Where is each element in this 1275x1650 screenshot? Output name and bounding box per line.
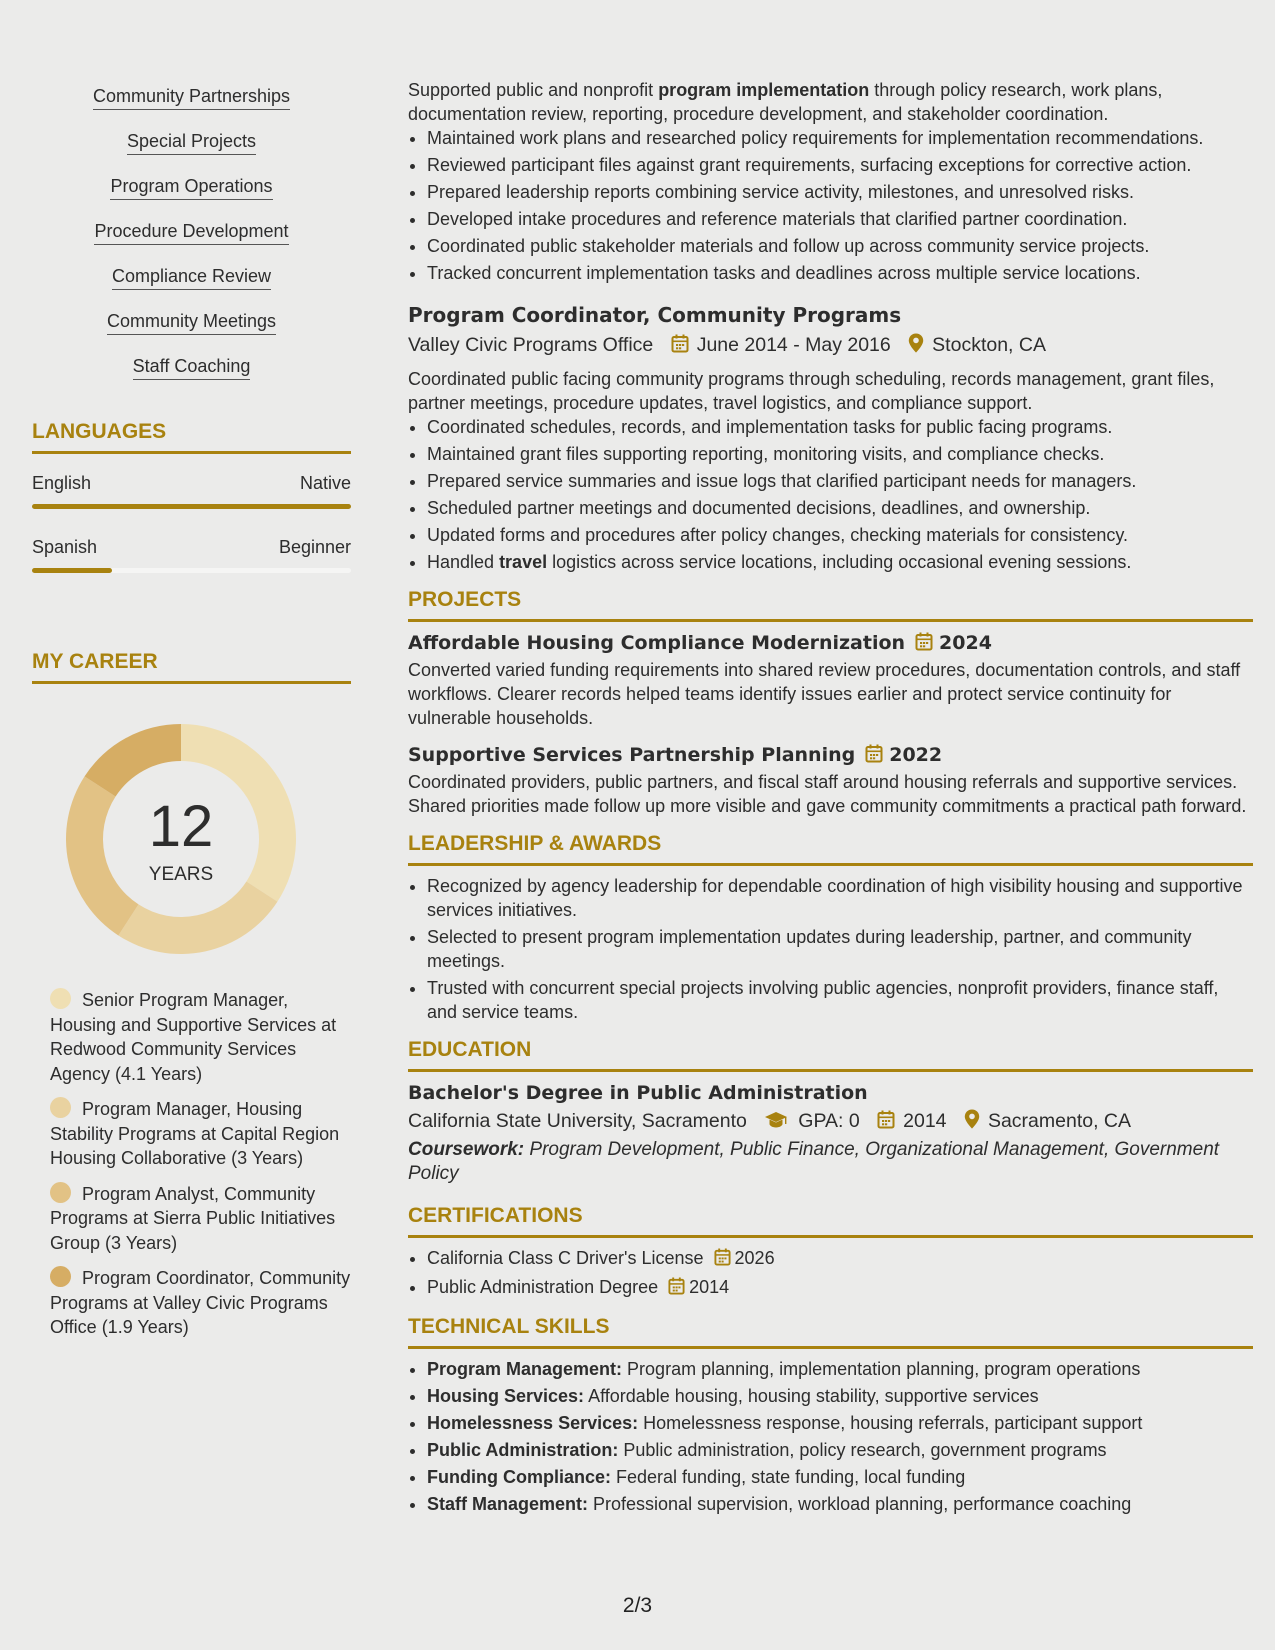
list-item: • Prepared leadership reports combining service activity, milestones, and unresolved risks.	[427, 180, 1253, 204]
coursework: Coursework: Program Development, Public Finance, Organizational Management, Government Policy	[408, 1139, 1220, 1184]
certifications-section	[408, 1203, 1253, 1301]
skill-link[interactable]: Community Meetings	[32, 309, 351, 335]
project-year: 2022	[889, 744, 943, 766]
career-legend-item: Program Manager, Housing Stability Programs at Capital Region Housing Collaborative (3 Years)	[50, 1099, 340, 1168]
project-title: Supportive Services Partnership Planning 2022	[408, 742, 1253, 770]
job2-meta	[408, 331, 1253, 361]
education-heading: EDUCATION	[408, 1037, 1253, 1072]
career-legend	[32, 988, 351, 1340]
list-item: • Reviewed participant files against grant requirements, surfacing exceptions for corrective action.	[427, 153, 1253, 177]
skill-link[interactable]: Compliance Review	[32, 264, 351, 290]
certifications-heading: CERTIFICATIONS	[408, 1203, 1253, 1238]
language-bar-fill	[32, 568, 112, 573]
skill-link[interactable]: Procedure Development	[32, 219, 351, 245]
calendar-icon	[865, 744, 883, 770]
language-name: Spanish	[32, 537, 98, 557]
career-legend-item: Program Coordinator, Community Programs at Valley Civic Programs Office (1.9 Years)	[50, 1268, 351, 1337]
career-total: 12	[148, 794, 214, 859]
skill-link[interactable]: Staff Coaching	[32, 354, 351, 380]
job2-location: Stockton, CA	[932, 334, 1046, 356]
school-name: California State University, Sacramento	[408, 1110, 747, 1132]
education-location: Sacramento, CA	[987, 1110, 1132, 1132]
language-spanish	[32, 537, 351, 573]
education-meta	[408, 1107, 1253, 1137]
skills-list	[32, 84, 351, 380]
career-donut	[66, 724, 296, 954]
career-legend-item: Senior Program Manager, Housing and Supportive Services at Redwood Community Services Agency (4.1 Years)	[50, 990, 337, 1084]
list-item: • Scheduled partner meetings and documented decisions, deadlines, and ownership.	[427, 496, 1253, 520]
list-item: • Coordinated schedules, records, and implementation tasks for public facing programs.	[427, 415, 1253, 439]
list-item: • Recognized by agency leadership for dependable coordination of high visibility housing and supportive services initiatives.	[427, 874, 1253, 922]
list-item: • Maintained work plans and researched policy requirements for implementation recommendations.	[427, 126, 1253, 150]
job1-summary: Supported public and nonprofit program implementation through policy research, work plans, documentation review, reporting, procedure development, and stakeholder coordination.	[408, 80, 1163, 124]
calendar-icon	[915, 632, 933, 658]
calendar-icon	[714, 1248, 731, 1272]
project-title: Affordable Housing Compliance Modernization 2024	[408, 630, 1253, 658]
page-number: 2/3	[622, 1594, 653, 1617]
list-item: • Funding Compliance: Federal funding, state funding, local funding	[427, 1465, 1253, 1489]
list-item: • Program Management: Program planning, implementation planning, program operations	[427, 1357, 1253, 1381]
list-item: • Homelessness Services: Homelessness response, housing referrals, participant support	[427, 1411, 1253, 1435]
list-item: • Updated forms and procedures after policy changes, checking materials for consistency.	[427, 523, 1253, 547]
degree-title: Bachelor's Degree in Public Administration	[408, 1082, 868, 1104]
legend-dot-icon	[50, 1182, 71, 1203]
education-section	[408, 1037, 1253, 1186]
job2-dates: June 2014 - May 2016	[696, 334, 891, 356]
certifications-list	[408, 1246, 1253, 1301]
job2-title: Program Coordinator, Community Programs	[408, 303, 902, 327]
cert-year: 2014	[689, 1277, 730, 1297]
technical-skills-section	[408, 1314, 1253, 1516]
location-pin-icon	[964, 1109, 980, 1137]
job2-org: Valley Civic Programs Office	[408, 334, 654, 356]
legend-dot-icon	[50, 1097, 71, 1118]
project-year: 2024	[939, 632, 992, 654]
list-item: • Staff Management: Professional supervision, workload planning, performance coaching	[427, 1492, 1253, 1516]
technical-skills-heading: TECHNICAL SKILLS	[408, 1314, 1253, 1349]
language-bar	[32, 568, 351, 573]
legend-dot-icon	[50, 988, 71, 1009]
cert-year: 2026	[734, 1248, 775, 1268]
language-bar-fill	[32, 504, 351, 509]
list-item: • Handled travel logistics across service locations, including occasional evening sessions.	[427, 550, 1253, 574]
main-content	[408, 78, 1253, 1519]
job1-bullets	[408, 126, 1253, 285]
list-item: • Selected to present program implementation updates during leadership, partner, and community meetings.	[427, 925, 1253, 973]
list-item: • Coordinated public stakeholder materials and follow up across community service projects.	[427, 234, 1253, 258]
donut-slice	[118, 881, 277, 954]
legend-dot-icon	[50, 1266, 71, 1287]
list-item: • Developed intake procedures and reference materials that clarified partner coordination.	[427, 207, 1253, 231]
calendar-icon	[668, 1277, 685, 1301]
list-item: • Trusted with concurrent special projects involving public agencies, nonprofit providers, finance staff, and service teams.	[427, 976, 1253, 1024]
graduation-cap-icon	[764, 1109, 788, 1137]
sidebar	[32, 84, 351, 1351]
language-bar	[32, 504, 351, 509]
language-level: Beginner	[278, 537, 351, 557]
projects-heading: PROJECTS	[408, 587, 1253, 622]
leadership-heading: LEADERSHIP & AWARDS	[408, 831, 1253, 866]
education-year: 2014	[903, 1110, 947, 1132]
language-english	[32, 473, 351, 509]
list-item: • Tracked concurrent implementation tasks and deadlines across multiple service locations.	[427, 261, 1253, 285]
calendar-icon	[671, 333, 689, 361]
list-item: • Public Administration: Public administration, policy research, government programs	[427, 1438, 1253, 1462]
career-legend-item: Program Analyst, Community Programs at Sierra Public Initiatives Group (3 Years)	[50, 1183, 336, 1253]
language-name: English	[32, 473, 92, 493]
donut-slice	[85, 724, 181, 797]
career-heading: MY CAREER	[32, 649, 351, 684]
list-item: • California Class C Driver's License 2026	[427, 1246, 1253, 1272]
skill-link[interactable]: Community Partnerships	[32, 84, 351, 110]
project-description: Converted varied funding requirements into shared review procedures, documentation controls, and staff workflows. Clearer records helped teams identify issues earlier and protect service continuity for vulnerable households.	[408, 660, 1241, 728]
calendar-icon	[877, 1109, 895, 1137]
list-item: • Maintained grant files supporting reporting, monitoring visits, and compliance checks.	[427, 442, 1253, 466]
language-level: Native	[299, 473, 351, 493]
leadership-section	[408, 831, 1253, 1024]
gpa: GPA: 0	[798, 1110, 860, 1132]
location-pin-icon	[908, 333, 924, 361]
list-item: • Housing Services: Affordable housing, housing stability, supportive services	[427, 1384, 1253, 1408]
languages-heading: LANGUAGES	[32, 419, 351, 454]
skill-link[interactable]: Program Operations	[32, 174, 351, 200]
career-unit: YEARS	[148, 864, 214, 885]
job2-summary: Coordinated public facing community programs through scheduling, records management, grant files, partner meetings, procedure updates, travel logistics, and compliance support.	[408, 369, 1215, 413]
skill-link[interactable]: Special Projects	[32, 129, 351, 155]
list-item: • Public Administration Degree 2014	[427, 1275, 1253, 1301]
job2-bullets	[408, 415, 1253, 574]
project-description: Coordinated providers, public partners, and fiscal staff around housing referrals and supportive services. Shared priorities made follow up more visible and gave community commitments a practical path forward.	[408, 772, 1247, 816]
list-item: • Prepared service summaries and issue logs that clarified participant needs for managers.	[427, 469, 1253, 493]
leadership-list	[408, 874, 1253, 1024]
technical-skills-list	[408, 1357, 1253, 1516]
projects-section	[408, 587, 1253, 818]
